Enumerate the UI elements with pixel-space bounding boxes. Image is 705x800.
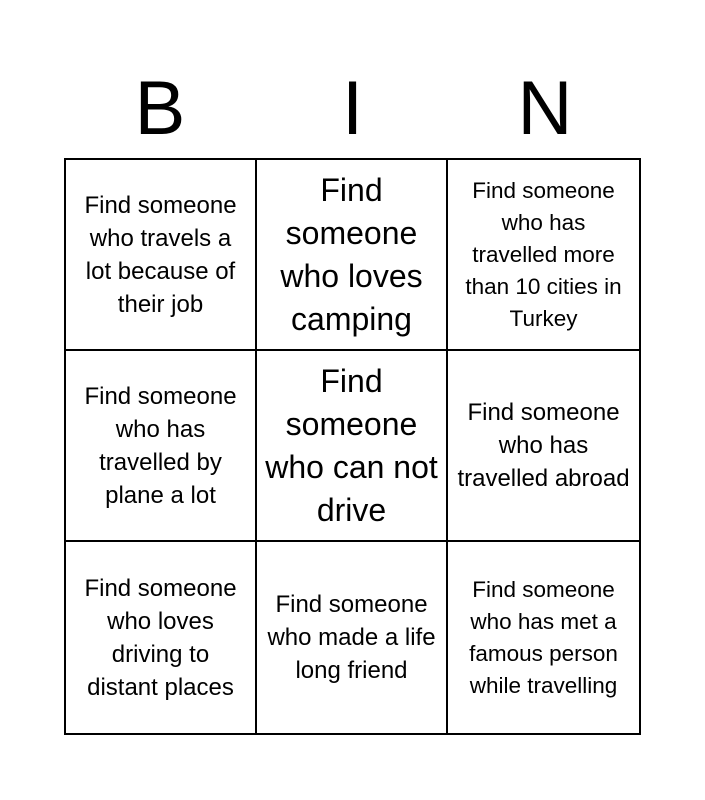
bingo-board [64,158,641,735]
bingo-cell[interactable] [257,542,448,733]
bingo-cell-text: Find someone who has met a famous person while travelling [469,576,618,698]
bingo-cell-text: Find someone who has travelled abroad [457,399,630,492]
bingo-cell-text: Find someone who loves driving to distant places [84,574,237,701]
bingo-cell[interactable] [66,542,257,733]
bingo-cell[interactable] [448,542,639,733]
bingo-cell[interactable] [66,160,257,351]
header-letter-n: N [517,66,573,151]
bingo-header [64,68,641,150]
bingo-cell-text: Find someone who loves camping [280,171,423,337]
bingo-cell[interactable] [66,351,257,542]
bingo-cell-text: Find someone who can not drive [265,362,438,528]
header-letter-i: I [341,66,364,151]
bingo-cell[interactable] [448,351,639,542]
bingo-cell-text: Find someone who travels a lot because of their job [84,191,237,318]
bingo-cell-text: Find someone who has travelled by plane a lot [84,382,237,509]
bingo-cell[interactable] [257,160,448,351]
bingo-cell-text: Find someone who has travelled more than 10 cities in Turkey [465,177,622,331]
bingo-cell-text: Find someone who made a life long friend [267,591,436,684]
header-letter-b: B [134,66,186,151]
bingo-cell-free-center[interactable] [257,351,448,542]
bingo-cell[interactable] [448,160,639,351]
